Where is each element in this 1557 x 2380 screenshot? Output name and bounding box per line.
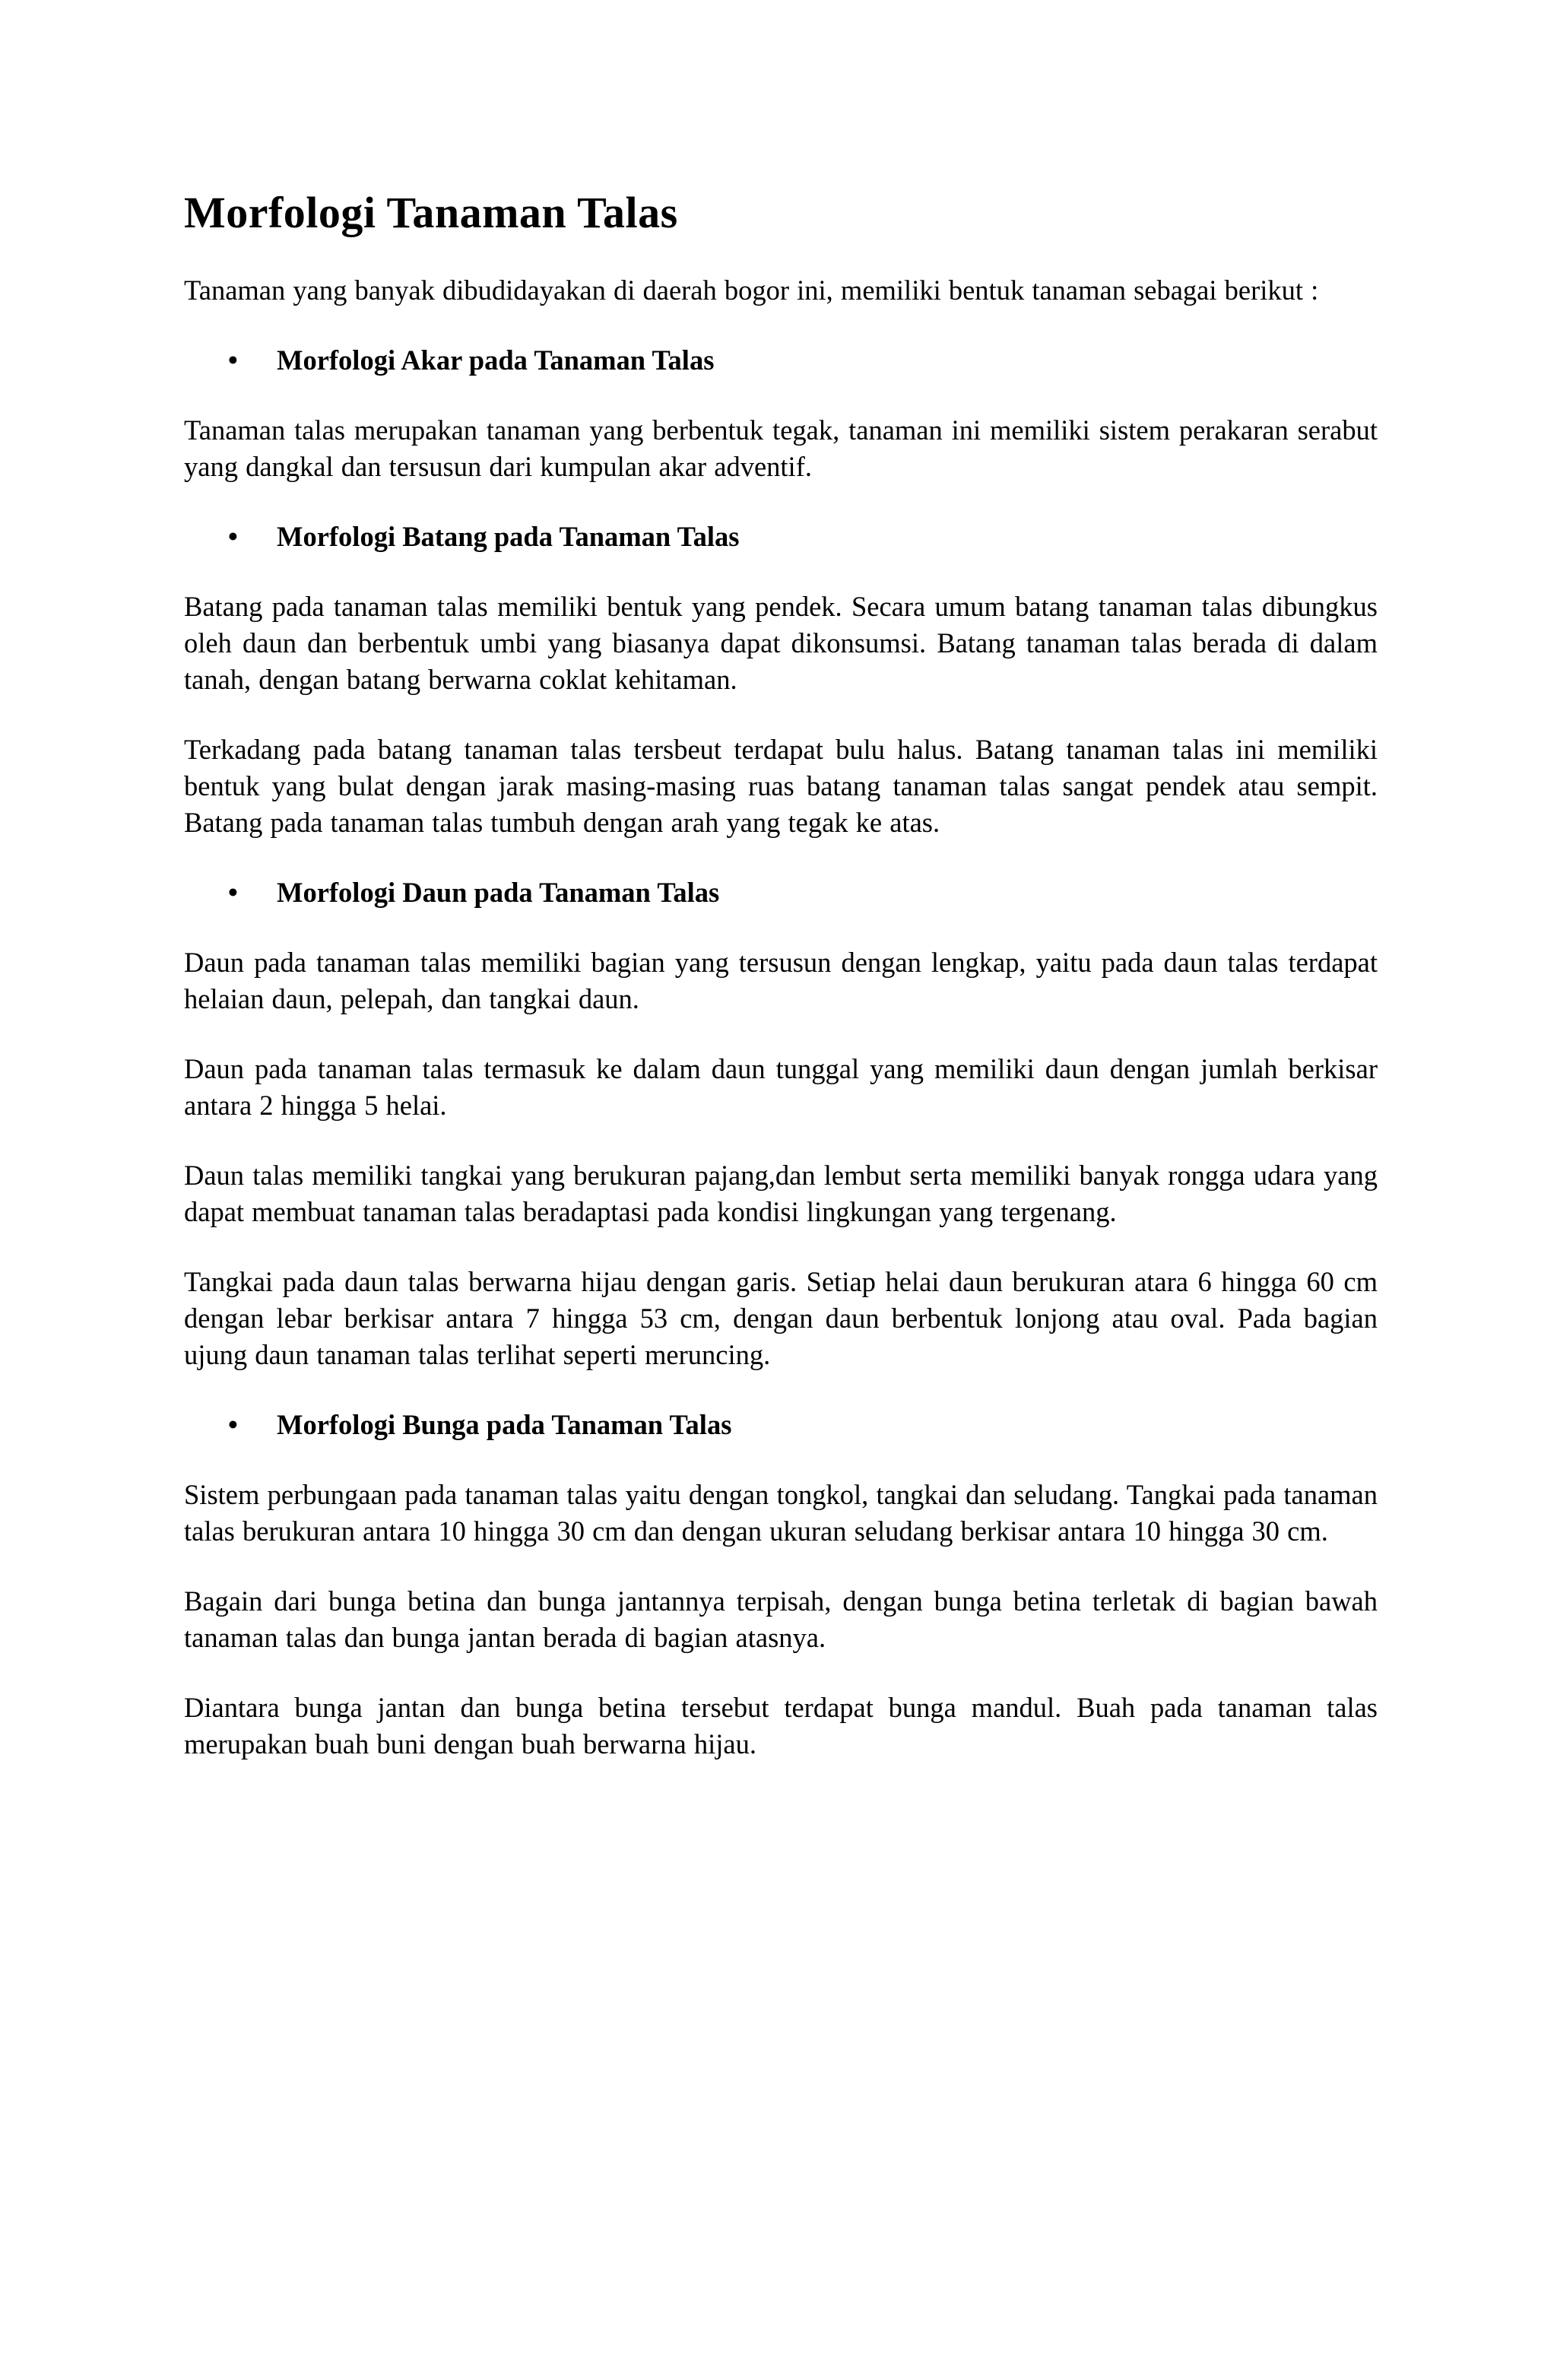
paragraph-batang-1: Batang pada tanaman talas memiliki bentuk yang pendek. Secara umum batang tanaman talas dibungkus oleh daun dan berbentuk umbi yang biasanya dapat dikonsumsi. Batang tanaman talas berada di dalam tanah, dengan batang berwarna coklat kehitaman. (184, 591, 1378, 695)
document-page (184, 182, 1378, 1763)
section-heading-batang (184, 519, 1378, 555)
section-heading-label: Morfologi Batang pada Tanaman Talas (277, 521, 740, 552)
bullet-icon: • (228, 344, 238, 376)
bullet-icon: • (228, 877, 238, 908)
page-title: Morfologi Tanaman Talas (184, 188, 678, 237)
bullet-icon: • (228, 521, 238, 552)
section-heading-akar (184, 342, 1378, 379)
section-heading-label: Morfologi Daun pada Tanaman Talas (277, 877, 720, 908)
paragraph-akar-1: Tanaman talas merupakan tanaman yang berbentuk tegak, tanaman ini memiliki sistem perakaran serabut yang dangkal dan tersusun dari kumpulan akar adventif. (184, 414, 1378, 482)
paragraph-daun-2: Daun pada tanaman talas termasuk ke dalam daun tunggal yang memiliki daun dengan jumlah berkisar antara 2 hingga 5 helai. (184, 1053, 1378, 1121)
paragraph-bunga-2: Bagain dari bunga betina dan bunga jantannya terpisah, dengan bunga betina terletak di bagian bawah tanaman talas dan bunga jantan berada di bagian atasnya. (184, 1585, 1378, 1653)
paragraph-bunga-3: Diantara bunga jantan dan bunga betina tersebut terdapat bunga mandul. Buah pada tanaman talas merupakan buah buni dengan buah berwarna hijau. (184, 1692, 1378, 1760)
section-heading-bunga (184, 1407, 1378, 1443)
paragraph-batang-2: Terkadang pada batang tanaman talas tersbeut terdapat bulu halus. Batang tanaman talas ini memiliki bentuk yang bulat dengan jarak masing-masing ruas batang tanaman talas sangat pendek atau sempit. Batang pada tanaman talas tumbuh dengan arah yang tegak ke atas. (184, 734, 1378, 838)
paragraph-bunga-1: Sistem perbungaan pada tanaman talas yaitu dengan tongkol, tangkai dan seludang. Tangkai pada tanaman talas berukuran antara 10 hingga 30 cm dan dengan ukuran seludang berkisar antara 10 hingga 30 cm. (184, 1479, 1378, 1547)
bullet-icon: • (228, 1409, 238, 1440)
paragraph-daun-3: Daun talas memiliki tangkai yang berukuran pajang,dan lembut serta memiliki banyak rongga udara yang dapat membuat tanaman talas beradaptasi pada kondisi lingkungan yang tergenang. (184, 1160, 1378, 1227)
section-heading-label: Morfologi Bunga pada Tanaman Talas (277, 1409, 732, 1440)
section-heading-daun (184, 874, 1378, 911)
paragraph-daun-4: Tangkai pada daun talas berwarna hijau dengan garis. Setiap helai daun berukuran atara 6 hingga 60 cm dengan lebar berkisar antara 7 hingga 53 cm, dengan daun berbentuk lonjong atau oval. Pada bagian ujung daun tanaman talas terlihat seperti meruncing. (184, 1266, 1378, 1370)
intro-paragraph: Tanaman yang banyak dibudidayakan di daerah bogor ini, memiliki bentuk tanaman sebagai berikut : (184, 274, 1319, 306)
section-heading-label: Morfologi Akar pada Tanaman Talas (277, 344, 715, 376)
paragraph-daun-1: Daun pada tanaman talas memiliki bagian yang tersusun dengan lengkap, yaitu pada daun talas terdapat helaian daun, pelepah, dan tangkai daun. (184, 947, 1378, 1014)
